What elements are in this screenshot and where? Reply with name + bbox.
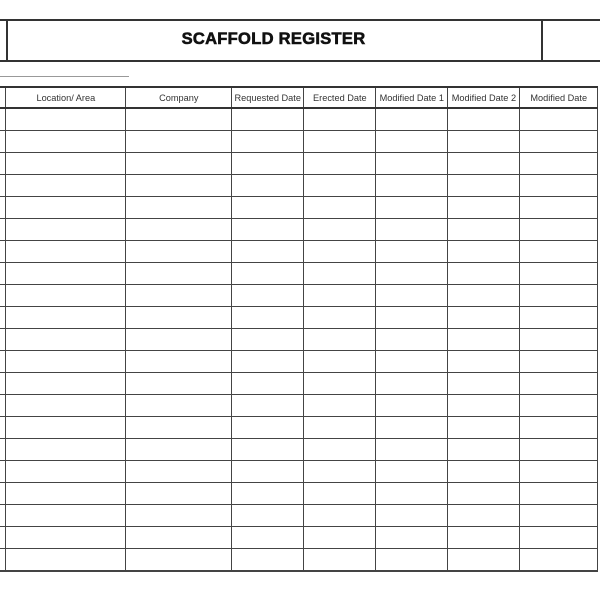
table-cell[interactable] <box>6 417 126 439</box>
table-cell[interactable] <box>126 483 232 505</box>
table-cell[interactable] <box>448 263 520 285</box>
table-cell[interactable] <box>304 329 376 351</box>
table-cell[interactable] <box>376 131 448 153</box>
table-cell[interactable] <box>6 175 126 197</box>
table-row <box>0 505 598 527</box>
table-cell[interactable] <box>126 285 232 307</box>
table-cell[interactable] <box>6 549 126 572</box>
table-cell[interactable] <box>520 197 598 219</box>
table-row <box>0 153 598 175</box>
table-cell[interactable] <box>448 483 520 505</box>
table-cell[interactable] <box>126 241 232 263</box>
table-row <box>0 483 598 505</box>
table-cell[interactable] <box>520 153 598 175</box>
table-cell[interactable] <box>304 197 376 219</box>
table-cell[interactable] <box>6 241 126 263</box>
table-cell[interactable] <box>448 527 520 549</box>
table-cell[interactable] <box>376 153 448 175</box>
table-cell[interactable] <box>304 351 376 373</box>
table-cell[interactable] <box>520 527 598 549</box>
table-cell[interactable] <box>6 307 126 329</box>
table-cell[interactable] <box>520 461 598 483</box>
table-cell[interactable] <box>232 483 304 505</box>
table-cell[interactable] <box>448 329 520 351</box>
column-header-modified-date-1: Modified Date 1 <box>376 87 448 108</box>
table-cell[interactable] <box>126 373 232 395</box>
table-cell[interactable] <box>376 549 448 572</box>
blank-field-line <box>0 76 129 77</box>
table-cell[interactable] <box>448 307 520 329</box>
table-cell[interactable] <box>232 307 304 329</box>
table-cell[interactable] <box>376 285 448 307</box>
table-row <box>0 329 598 351</box>
table-cell[interactable] <box>520 417 598 439</box>
table-cell[interactable] <box>6 263 126 285</box>
column-header-modified-date-2: Modified Date 2 <box>448 87 520 108</box>
table-cell[interactable] <box>520 131 598 153</box>
table-cell[interactable] <box>448 153 520 175</box>
table-row <box>0 527 598 549</box>
table-cell[interactable] <box>6 219 126 241</box>
table-cell[interactable] <box>126 505 232 527</box>
table-cell[interactable] <box>232 131 304 153</box>
table-cell[interactable] <box>232 241 304 263</box>
table-cell[interactable] <box>376 505 448 527</box>
table-cell[interactable] <box>304 175 376 197</box>
table-cell[interactable] <box>520 108 598 131</box>
table-cell[interactable] <box>232 219 304 241</box>
table-row <box>0 108 598 131</box>
table-cell[interactable] <box>304 263 376 285</box>
table-cell[interactable] <box>232 329 304 351</box>
table-cell[interactable] <box>520 263 598 285</box>
table-cell[interactable] <box>520 439 598 461</box>
table-row <box>0 395 598 417</box>
table-cell[interactable] <box>232 439 304 461</box>
table-row <box>0 131 598 153</box>
table-cell[interactable] <box>304 373 376 395</box>
table-cell[interactable] <box>376 219 448 241</box>
table-cell[interactable] <box>6 131 126 153</box>
table-cell[interactable] <box>6 153 126 175</box>
table-cell[interactable] <box>376 527 448 549</box>
table-cell[interactable] <box>232 505 304 527</box>
table-cell[interactable] <box>304 505 376 527</box>
table-row <box>0 307 598 329</box>
table-cell[interactable] <box>304 549 376 572</box>
table-row <box>0 373 598 395</box>
table-row <box>0 219 598 241</box>
table-cell[interactable] <box>232 197 304 219</box>
column-header-location-area: Location/ Area <box>6 87 126 108</box>
table-cell[interactable] <box>376 439 448 461</box>
table-cell[interactable] <box>448 285 520 307</box>
table-cell[interactable] <box>376 108 448 131</box>
table-cell[interactable] <box>232 263 304 285</box>
table-cell[interactable] <box>126 527 232 549</box>
table-cell[interactable] <box>126 461 232 483</box>
column-header-erected-date: Erected Date <box>304 87 376 108</box>
table-cell[interactable] <box>232 108 304 131</box>
scaffold-register-table <box>0 86 598 572</box>
table-cell[interactable] <box>304 461 376 483</box>
table-cell[interactable] <box>304 285 376 307</box>
table-cell[interactable] <box>304 439 376 461</box>
table-row <box>0 197 598 219</box>
table-cell[interactable] <box>126 395 232 417</box>
table-row <box>0 549 598 572</box>
table-cell[interactable] <box>376 417 448 439</box>
title-divider-right <box>541 19 543 62</box>
table-cell[interactable] <box>520 505 598 527</box>
table-row <box>0 263 598 285</box>
table-cell[interactable] <box>126 197 232 219</box>
table-cell[interactable] <box>304 108 376 131</box>
table-cell[interactable] <box>376 175 448 197</box>
table-cell[interactable] <box>6 395 126 417</box>
table-cell[interactable] <box>232 373 304 395</box>
page-title: SCAFFOLD REGISTER <box>181 30 366 48</box>
table-cell[interactable] <box>232 351 304 373</box>
table-cell[interactable] <box>376 263 448 285</box>
table-cell[interactable] <box>304 131 376 153</box>
column-header-requested-date: Requested Date <box>232 87 304 108</box>
table-cell[interactable] <box>126 329 232 351</box>
table-cell[interactable] <box>232 417 304 439</box>
table-cell[interactable] <box>232 153 304 175</box>
table-cell[interactable] <box>520 549 598 572</box>
table-row <box>0 417 598 439</box>
table-row <box>0 285 598 307</box>
table-cell[interactable] <box>304 307 376 329</box>
table-cell[interactable] <box>448 417 520 439</box>
table-cell[interactable] <box>6 351 126 373</box>
table-cell[interactable] <box>520 241 598 263</box>
table-cell[interactable] <box>376 241 448 263</box>
table-cell[interactable] <box>6 527 126 549</box>
table-cell[interactable] <box>126 263 232 285</box>
table-cell[interactable] <box>448 219 520 241</box>
table-cell[interactable] <box>376 307 448 329</box>
table-cell[interactable] <box>126 219 232 241</box>
table-row <box>0 461 598 483</box>
table-cell[interactable] <box>126 131 232 153</box>
table-cell[interactable] <box>304 395 376 417</box>
table-cell[interactable] <box>520 219 598 241</box>
table-cell[interactable] <box>126 108 232 131</box>
table-cell[interactable] <box>232 461 304 483</box>
table-cell[interactable] <box>448 461 520 483</box>
table-row <box>0 439 598 461</box>
table-cell[interactable] <box>520 307 598 329</box>
table-cell[interactable] <box>6 329 126 351</box>
table-cell[interactable] <box>376 461 448 483</box>
table-cell[interactable] <box>520 351 598 373</box>
table-cell[interactable] <box>232 527 304 549</box>
table-cell[interactable] <box>6 108 126 131</box>
table-cell[interactable] <box>126 175 232 197</box>
table-cell[interactable] <box>448 197 520 219</box>
table-cell[interactable] <box>448 395 520 417</box>
table-cell[interactable] <box>520 175 598 197</box>
table-row <box>0 241 598 263</box>
table-cell[interactable] <box>448 505 520 527</box>
table-cell[interactable] <box>520 395 598 417</box>
table-cell[interactable] <box>304 219 376 241</box>
table-cell[interactable] <box>6 285 126 307</box>
table-row <box>0 351 598 373</box>
table-cell[interactable] <box>232 285 304 307</box>
table-cell[interactable] <box>448 351 520 373</box>
column-header-modified-date-3: Modified Date <box>520 87 598 108</box>
table-cell[interactable] <box>6 439 126 461</box>
table-cell[interactable] <box>376 483 448 505</box>
table-cell[interactable] <box>448 373 520 395</box>
table-cell[interactable] <box>448 108 520 131</box>
table-cell[interactable] <box>376 373 448 395</box>
table-cell[interactable] <box>6 373 126 395</box>
table-cell[interactable] <box>6 483 126 505</box>
table-row <box>0 175 598 197</box>
table-cell[interactable] <box>376 197 448 219</box>
table-cell[interactable] <box>6 461 126 483</box>
table-cell[interactable] <box>126 549 232 572</box>
table-cell[interactable] <box>232 549 304 572</box>
table-cell[interactable] <box>126 439 232 461</box>
table-cell[interactable] <box>376 351 448 373</box>
table-cell[interactable] <box>376 395 448 417</box>
table-cell[interactable] <box>126 153 232 175</box>
table-cell[interactable] <box>232 175 304 197</box>
table-cell[interactable] <box>520 483 598 505</box>
table-cell[interactable] <box>448 175 520 197</box>
table-cell[interactable] <box>126 417 232 439</box>
table-cell[interactable] <box>126 351 232 373</box>
table-cell[interactable] <box>448 131 520 153</box>
table-cell[interactable] <box>448 241 520 263</box>
table-cell[interactable] <box>448 439 520 461</box>
table-cell[interactable] <box>304 483 376 505</box>
table-header-row <box>0 87 598 108</box>
table-cell[interactable] <box>126 307 232 329</box>
table-cell[interactable] <box>304 527 376 549</box>
table-cell[interactable] <box>520 329 598 351</box>
table-cell[interactable] <box>6 197 126 219</box>
table-cell[interactable] <box>304 153 376 175</box>
table-cell[interactable] <box>304 417 376 439</box>
table-cell[interactable] <box>448 549 520 572</box>
column-header-company: Company <box>126 87 232 108</box>
table-cell[interactable] <box>304 241 376 263</box>
table-cell[interactable] <box>520 285 598 307</box>
table-cell[interactable] <box>232 395 304 417</box>
table-cell[interactable] <box>376 329 448 351</box>
table-cell[interactable] <box>520 373 598 395</box>
table-cell[interactable] <box>6 505 126 527</box>
